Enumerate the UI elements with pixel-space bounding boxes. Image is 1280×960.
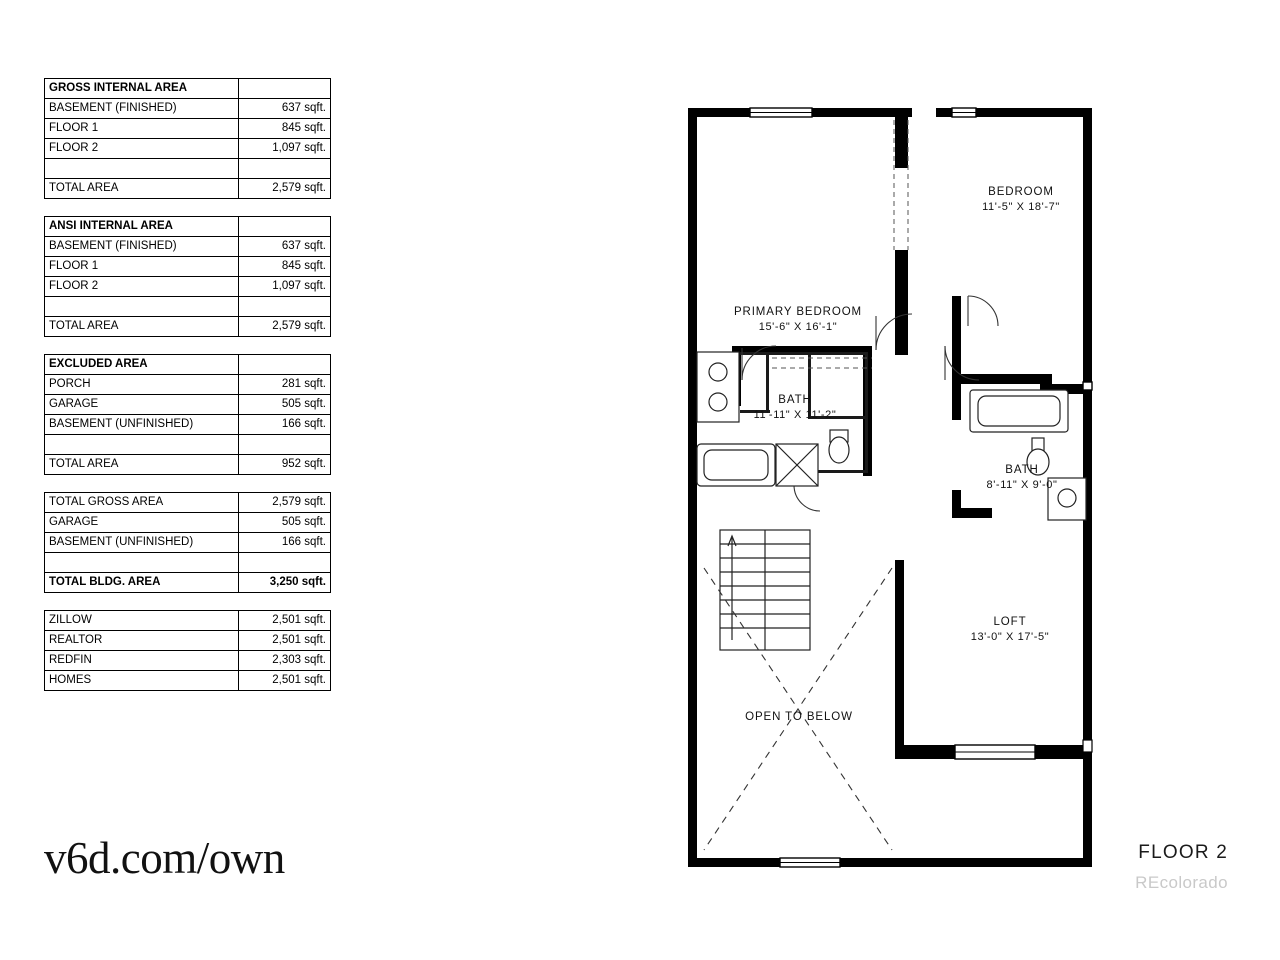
total-building-area-table bbox=[44, 492, 331, 593]
table-row: REDFIN 2,303 sqft. bbox=[45, 651, 331, 671]
portal-areas-table bbox=[44, 610, 331, 691]
table-row: BASEMENT (UNFINISHED) 166 sqft. bbox=[45, 415, 331, 435]
table-row: HOMES 2,501 sqft. bbox=[45, 671, 331, 691]
table-spacer-row bbox=[45, 297, 331, 317]
table-row: TOTAL AREA 952 sqft. bbox=[45, 455, 331, 475]
table-row: ZILLOW 2,501 sqft. bbox=[45, 611, 331, 631]
brand-label: REcolorado bbox=[1135, 873, 1228, 892]
table-spacer-row bbox=[45, 435, 331, 455]
excluded-area-table bbox=[44, 354, 331, 475]
area-tables-panel bbox=[44, 78, 326, 708]
table-row: PORCH 281 sqft. bbox=[45, 375, 331, 395]
table-row: TOTAL BLDG. AREA 3,250 sqft. bbox=[45, 573, 331, 593]
floor-plan-diagram bbox=[680, 100, 1100, 875]
table-row: GARAGE 505 sqft. bbox=[45, 513, 331, 533]
table-row: TOTAL AREA 2,579 sqft. bbox=[45, 317, 331, 337]
room-label-bath-main: BATH 11'-11" X 11'-2" bbox=[753, 394, 837, 421]
room-label-bath-second: BATH 8'-11" X 9'-0" bbox=[986, 464, 1058, 491]
floor-label: FLOOR 2 bbox=[1138, 842, 1228, 863]
table-row: BASEMENT (FINISHED) 637 sqft. bbox=[45, 237, 331, 257]
table-row: TOTAL GROSS AREA 2,579 sqft. bbox=[45, 493, 331, 513]
table-row: BASEMENT (UNFINISHED) 166 sqft. bbox=[45, 533, 331, 553]
room-label-primary-bedroom: PRIMARY BEDROOM 15'-6" X 16'-1" bbox=[733, 306, 863, 333]
room-label-open-to-below: OPEN TO BELOW bbox=[745, 711, 853, 723]
table-row: FLOOR 1 845 sqft. bbox=[45, 119, 331, 139]
table-spacer-row bbox=[45, 553, 331, 573]
room-label-bedroom: BEDROOM 11'-5" X 18'-7" bbox=[982, 186, 1060, 213]
table-spacer-row bbox=[45, 159, 331, 179]
table-row: FLOOR 2 1,097 sqft. bbox=[45, 139, 331, 159]
table-row: TOTAL AREA 2,579 sqft. bbox=[45, 179, 331, 199]
table-row: GARAGE 505 sqft. bbox=[45, 395, 331, 415]
watermark-text: v6d.com/own bbox=[44, 833, 285, 883]
room-label-loft: LOFT 13'-0" X 17'-5" bbox=[970, 616, 1050, 643]
table-row: FLOOR 1 845 sqft. bbox=[45, 257, 331, 277]
ansi-internal-area-table bbox=[44, 216, 331, 337]
table-row: EXCLUDED AREA bbox=[45, 355, 331, 375]
table-row: ANSI INTERNAL AREA bbox=[45, 217, 331, 237]
table-row: REALTOR 2,501 sqft. bbox=[45, 631, 331, 651]
table-row: FLOOR 2 1,097 sqft. bbox=[45, 277, 331, 297]
table-row: GROSS INTERNAL AREA bbox=[45, 79, 331, 99]
gross-internal-area-table bbox=[44, 78, 331, 199]
table-row: BASEMENT (FINISHED) 637 sqft. bbox=[45, 99, 331, 119]
